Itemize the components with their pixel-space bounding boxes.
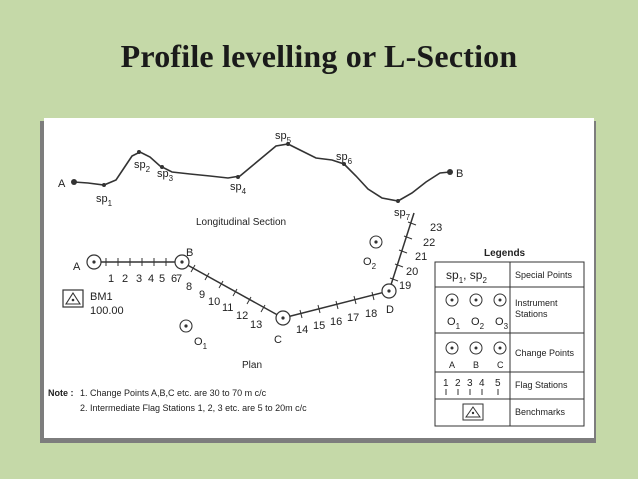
change-point-a <box>87 255 101 269</box>
note-line-2: 2. Intermediate Flag Stations 1, 2, 3 etc. are 5 to 20m c/c <box>80 403 307 413</box>
svg-text:1: 1 <box>108 273 115 285</box>
svg-text:O1: $O_1$ <box>447 316 461 331</box>
legends-heading: Legends <box>484 248 526 259</box>
benchmark-value: 100.00 <box>90 305 124 317</box>
svg-text:15: 15 <box>313 320 326 332</box>
legend-special-points-symbol: $sp_1$, $sp_2$ <box>446 268 487 285</box>
svg-text:14: 14 <box>296 324 309 336</box>
legend-benchmark-meaning: Benchmarks <box>515 407 566 417</box>
svg-text:4: 4 <box>479 378 485 389</box>
legend-instrument-meaning-1: Instrument <box>515 298 558 308</box>
svg-text:O2: $O_2$ <box>363 256 377 271</box>
benchmark-symbol <box>63 290 83 307</box>
svg-text:19: 19 <box>399 280 412 292</box>
svg-text:11: 11 <box>222 302 234 314</box>
plan-line-ab <box>94 258 182 266</box>
sp6-label: $sp_6$ <box>336 151 353 166</box>
flag-stations-bc <box>186 281 262 331</box>
svg-text:5: 5 <box>495 378 501 389</box>
sp7-point <box>396 199 400 203</box>
section-start-label: A <box>58 178 66 190</box>
svg-text:3: 3 <box>136 273 143 285</box>
plan-point-c-label: C <box>274 334 282 346</box>
svg-text:21: 21 <box>415 251 428 263</box>
svg-text:8: 8 <box>186 281 193 293</box>
sp2-point <box>137 150 141 154</box>
svg-text:16: 16 <box>330 316 343 328</box>
svg-text:2: 2 <box>122 273 129 285</box>
change-point-c <box>276 311 290 325</box>
legend-change-meaning: Change Points <box>515 348 575 358</box>
plan-point-b-label: B <box>186 247 194 259</box>
legend-flag-symbols <box>443 378 501 395</box>
sp1-point <box>102 183 106 187</box>
svg-text:4: 4 <box>148 273 155 285</box>
note-line-1: 1. Change Points A,B,C etc. are 30 to 70 m c/c <box>80 388 267 398</box>
svg-text:22: 22 <box>423 237 436 249</box>
svg-text:12: 12 <box>236 310 249 322</box>
instrument-station-o1 <box>180 320 208 351</box>
plan-point-d-label: D <box>386 304 394 316</box>
flag-stations-db <box>399 222 442 292</box>
svg-text:20: 20 <box>406 266 419 278</box>
station-a-marker <box>71 179 77 185</box>
section-end-label: B <box>456 168 464 180</box>
legend-special-points-meaning: Special Points <box>515 270 573 280</box>
legends-table <box>435 262 584 426</box>
svg-text:1: 1 <box>443 378 449 389</box>
legend-instrument-meaning-2: Stations <box>515 309 548 319</box>
sp4-label: $sp_4$ <box>230 181 247 196</box>
legend-change-symbols <box>446 342 506 370</box>
svg-text:18: 18 <box>365 308 378 320</box>
instrument-station-o2 <box>363 236 382 271</box>
plan-point-a-label: A <box>73 261 81 273</box>
svg-text:3: 3 <box>467 378 473 389</box>
svg-text:A: A <box>449 360 456 370</box>
plan-caption: Plan <box>242 360 263 371</box>
sp7-label: $sp_7$ <box>394 207 411 222</box>
ground-profile-line <box>74 144 450 201</box>
svg-text:7: 7 <box>176 273 183 285</box>
svg-text:9: 9 <box>199 289 206 301</box>
change-point-d <box>382 284 396 298</box>
svg-text:2: 2 <box>455 378 461 389</box>
svg-text:17: 17 <box>347 312 360 324</box>
svg-text:10: 10 <box>208 296 221 308</box>
svg-text:O2: $O_2$ <box>471 316 485 331</box>
sp5-label: $sp_5$ <box>275 130 292 145</box>
longitudinal-section-caption: Longitudinal Section <box>196 217 287 228</box>
legend-benchmark-icon <box>463 404 483 420</box>
note-label: Note : <box>48 388 74 398</box>
sp3-label: $sp_3$ <box>157 168 174 183</box>
page-title: Profile levelling or L-Section <box>120 38 518 74</box>
svg-text:O1: $O_1$ <box>194 336 208 351</box>
benchmark-label: BM1 <box>90 291 113 303</box>
svg-text:C: C <box>497 360 504 370</box>
svg-text:5: 5 <box>159 273 166 285</box>
svg-text:B: B <box>473 360 480 370</box>
station-b-marker <box>447 169 453 175</box>
sp2-label: $sp_2$ <box>134 159 151 174</box>
legend-instrument-symbols <box>446 294 509 331</box>
legend-flag-meaning: Flag Stations <box>515 380 568 390</box>
svg-text:6: 6 <box>171 273 178 285</box>
sp1-label: $sp_1$ <box>96 193 113 208</box>
flag-stations-ab <box>108 273 182 285</box>
svg-text:13: 13 <box>250 319 263 331</box>
sp4-point <box>236 175 240 179</box>
svg-text:O3: $O_3$ <box>495 316 509 331</box>
svg-text:23: 23 <box>430 222 443 234</box>
